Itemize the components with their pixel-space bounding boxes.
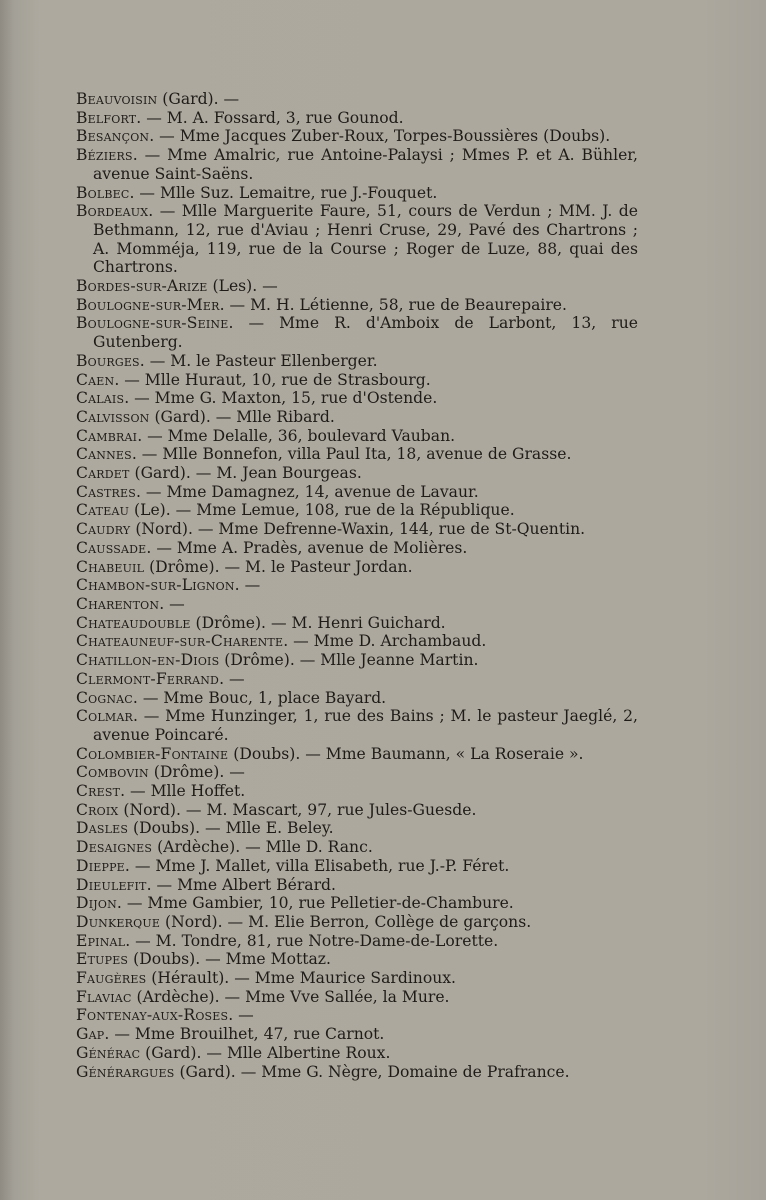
list-item bbox=[76, 109, 638, 128]
entry-text: (Drôme). — M. le Pasteur Jordan. bbox=[144, 557, 413, 576]
place-name: Chateaudouble bbox=[76, 613, 191, 632]
entry-text: . — Mme D. Archambaud. bbox=[283, 632, 487, 651]
list-item bbox=[76, 819, 638, 838]
place-name: Dunkerque bbox=[76, 912, 161, 931]
list-item bbox=[76, 389, 638, 408]
list-item bbox=[76, 950, 638, 969]
place-name: Chatillon-en-Diois bbox=[76, 651, 220, 670]
list-item bbox=[76, 988, 638, 1007]
entry-text: . — Mme Jacques Zuber-Roux, Torpes-Boussières (Doubs). bbox=[149, 127, 611, 146]
place-name: Flaviac bbox=[76, 987, 132, 1006]
entry-text: (Drôme). — bbox=[148, 763, 245, 782]
place-name: Belfort bbox=[76, 108, 137, 127]
entry-text: (Doubs). — Mme Baumann, « La Roseraie ». bbox=[228, 744, 584, 763]
entry-text: (Hérault). — Mme Maurice Sardinoux. bbox=[146, 969, 457, 988]
entry-text: . — bbox=[159, 594, 185, 613]
place-name: Dieulefit bbox=[76, 875, 147, 894]
entry-text: . — Mlle Hoffet. bbox=[120, 782, 246, 801]
place-name: Cognac bbox=[76, 688, 133, 707]
list-item bbox=[76, 632, 638, 651]
entry-text: . — M. Tondre, 81, rue Notre-Dame-de-Lorette. bbox=[125, 931, 499, 950]
entry-text: (Ardèche). — Mme Vve Sallée, la Mure. bbox=[131, 987, 450, 1006]
place-name: Desaignes bbox=[76, 838, 153, 857]
place-name: Colombier-Fontaine bbox=[76, 744, 229, 763]
place-name: Bourges bbox=[76, 351, 140, 370]
entry-text: (Doubs). — Mlle E. Beley. bbox=[128, 819, 334, 838]
list-item bbox=[76, 445, 638, 464]
place-name: Béziers bbox=[76, 146, 133, 165]
entry-text: . — Mlle Huraut, 10, rue de Strasbourg. bbox=[114, 370, 431, 389]
list-item bbox=[76, 483, 638, 502]
list-item bbox=[76, 408, 638, 427]
list-item bbox=[76, 782, 638, 801]
place-name: Epinal bbox=[76, 931, 126, 950]
entry-text: . — Mme Damagnez, 14, avenue de Lavaur. bbox=[136, 482, 479, 501]
place-name: Colmar bbox=[76, 707, 133, 726]
entry-text: . — Mme Bouc, 1, place Bayard. bbox=[132, 688, 387, 707]
entry-text: . — Mme Hunzinger, 1, rue des Bains ; M. le pasteur Jaeglé, 2, avenue Poincaré. bbox=[93, 707, 638, 744]
place-name: Faugères bbox=[76, 969, 147, 988]
place-name: Bordes-sur-Arize bbox=[76, 277, 208, 296]
list-item bbox=[76, 558, 638, 577]
entry-text: (Gard). — bbox=[157, 90, 240, 108]
place-name: Combovin bbox=[76, 763, 149, 782]
entry-text: . — Mme Albert Bérard. bbox=[146, 875, 336, 894]
entry-text: . — M. le Pasteur Ellenberger. bbox=[139, 351, 378, 370]
list-item bbox=[76, 707, 638, 744]
list-item bbox=[76, 838, 638, 857]
list-item bbox=[76, 277, 638, 296]
list-item bbox=[76, 801, 638, 820]
entry-text: (Gard). — Mlle Albertine Roux. bbox=[140, 1043, 391, 1062]
place-name: Chambon-sur-Lignon bbox=[76, 576, 235, 595]
place-name: Etupes bbox=[76, 950, 129, 969]
list-item bbox=[76, 670, 638, 689]
list-item bbox=[76, 913, 638, 932]
place-name: Générac bbox=[76, 1043, 141, 1062]
place-name: Cardet bbox=[76, 464, 130, 483]
list-item bbox=[76, 876, 638, 895]
entry-text: . — Mme Delalle, 36, boulevard Vauban. bbox=[137, 426, 456, 445]
place-name: Caussade bbox=[76, 538, 147, 557]
entry-text: (Gard). — Mme G. Nègre, Domaine de Prafrance. bbox=[174, 1062, 570, 1081]
place-name: Gap bbox=[76, 1025, 105, 1044]
entry-text: . — Mme G. Maxton, 15, rue d'Ostende. bbox=[124, 389, 438, 408]
list-item bbox=[76, 1025, 638, 1044]
place-name: Boulogne-sur-Mer bbox=[76, 295, 220, 314]
list-item bbox=[76, 352, 638, 371]
place-name: Calvisson bbox=[76, 407, 150, 426]
list-item bbox=[76, 576, 638, 595]
place-name: Générargues bbox=[76, 1062, 175, 1081]
list-item bbox=[76, 184, 638, 203]
list-item bbox=[76, 651, 638, 670]
entry-text: (Gard). — M. Jean Bourgeas. bbox=[129, 464, 362, 483]
entry-text: . — Mlle Suz. Lemaitre, rue J.-Fouquet. bbox=[129, 183, 438, 202]
place-name: Croix bbox=[76, 800, 119, 819]
entry-text: . — Mme J. Mallet, villa Elisabeth, rue J.-P. Féret. bbox=[124, 856, 510, 875]
address-list bbox=[76, 90, 638, 1081]
entry-text: (Drôme). — M. Henri Guichard. bbox=[190, 613, 446, 632]
place-name: Dasles bbox=[76, 819, 129, 838]
entry-text: (Doubs). — Mme Mottaz. bbox=[128, 950, 331, 969]
list-item bbox=[76, 689, 638, 708]
list-item bbox=[76, 1044, 638, 1063]
place-name: Cannes bbox=[76, 445, 132, 464]
entry-text: (Les). — bbox=[207, 277, 278, 296]
place-name: Chabeuil bbox=[76, 557, 145, 576]
entry-text: . — bbox=[228, 1006, 254, 1025]
list-item bbox=[76, 501, 638, 520]
place-name: Fontenay-aux-Roses bbox=[76, 1006, 229, 1025]
list-item bbox=[76, 296, 638, 315]
place-name: Charenton bbox=[76, 594, 160, 613]
entry-text: . — Mme R. d'Amboix de Larbont, 13, rue Gutenberg. bbox=[93, 314, 638, 352]
place-name: Caudry bbox=[76, 520, 131, 539]
list-item bbox=[76, 857, 638, 876]
list-item bbox=[76, 894, 638, 913]
entry-text: . — M. A. Fossard, 3, rue Gounod. bbox=[136, 108, 404, 127]
place-name: Chateauneuf-sur-Charente bbox=[76, 632, 284, 651]
entry-text: . — Mme Gambier, 10, rue Pelletier-de-Chambure. bbox=[116, 894, 514, 913]
entry-text: . — Mlle Bonnefon, villa Paul Ita, 18, avenue de Grasse. bbox=[131, 445, 572, 464]
list-item bbox=[76, 614, 638, 633]
entry-text: (Nord). — M. Elie Berron, Collège de garçons. bbox=[160, 912, 532, 931]
list-item bbox=[76, 427, 638, 446]
entry-text: (Gard). — Mlle Ribard. bbox=[149, 407, 335, 426]
entry-text: . — bbox=[219, 669, 245, 688]
entry-text: . — Mlle Marguerite Faure, 51, cours de Verdun ; MM. J. de Bethmann, 12, rue d'Aviau ; Henri Cruse, 29, Pavé des Chartrons ; A. Momméja, 119, rue de la Course ; Roger de Luze, 88, quai des Chartrons. bbox=[93, 202, 638, 277]
list-item bbox=[76, 520, 638, 539]
list-item bbox=[76, 464, 638, 483]
place-name: Calais bbox=[76, 389, 125, 408]
list-item bbox=[76, 969, 638, 988]
place-name: Cambrai bbox=[76, 426, 138, 445]
entry-text: . — Mme Brouilhet, 47, rue Carnot. bbox=[104, 1025, 385, 1044]
place-name: Clermont-Ferrand bbox=[76, 669, 220, 688]
entry-text: (Drôme). — Mlle Jeanne Martin. bbox=[219, 651, 479, 670]
place-name: Caen bbox=[76, 370, 115, 389]
place-name: Bordeaux bbox=[76, 202, 149, 221]
entry-text: (Nord). — Mme Defrenne-Waxin, 144, rue de St-Quentin. bbox=[130, 520, 586, 539]
list-item bbox=[76, 932, 638, 951]
place-name: Bolbec bbox=[76, 183, 130, 202]
place-name: Boulogne-sur-Seine bbox=[76, 314, 229, 333]
place-name: Crest bbox=[76, 782, 121, 801]
entry-text: (Ardèche). — Mlle D. Ranc. bbox=[152, 838, 373, 857]
list-item bbox=[76, 202, 638, 277]
place-name: Dijon bbox=[76, 894, 117, 913]
list-item bbox=[76, 1063, 638, 1082]
list-item bbox=[76, 745, 638, 764]
entry-text: (Le). — Mme Lemue, 108, rue de la République. bbox=[129, 501, 515, 520]
list-item bbox=[76, 90, 638, 109]
list-item bbox=[76, 146, 638, 183]
list-item bbox=[76, 371, 638, 390]
entry-text: . — Mme Amalric, rue Antoine-Palaysi ; Mmes P. et A. Bühler, avenue Saint-Saëns. bbox=[93, 146, 638, 183]
entry-text: . — bbox=[234, 576, 261, 595]
list-item bbox=[76, 1006, 638, 1025]
entry-text: (Nord). — M. Mascart, 97, rue Jules-Guesde. bbox=[118, 800, 477, 819]
entry-text: . — Mme A. Pradès, avenue de Molières. bbox=[146, 538, 468, 557]
place-name: Cateau bbox=[76, 501, 130, 520]
place-name: Besançon bbox=[76, 127, 150, 146]
list-item bbox=[76, 314, 638, 351]
list-item bbox=[76, 127, 638, 146]
place-name: Beauvoisin bbox=[76, 90, 158, 108]
list-item bbox=[76, 539, 638, 558]
list-item bbox=[76, 595, 638, 614]
list-item bbox=[76, 763, 638, 782]
place-name: Castres bbox=[76, 482, 136, 501]
place-name: Dieppe bbox=[76, 856, 125, 875]
entry-text: . — M. H. Létienne, 58, rue de Beaurepaire. bbox=[219, 295, 567, 314]
